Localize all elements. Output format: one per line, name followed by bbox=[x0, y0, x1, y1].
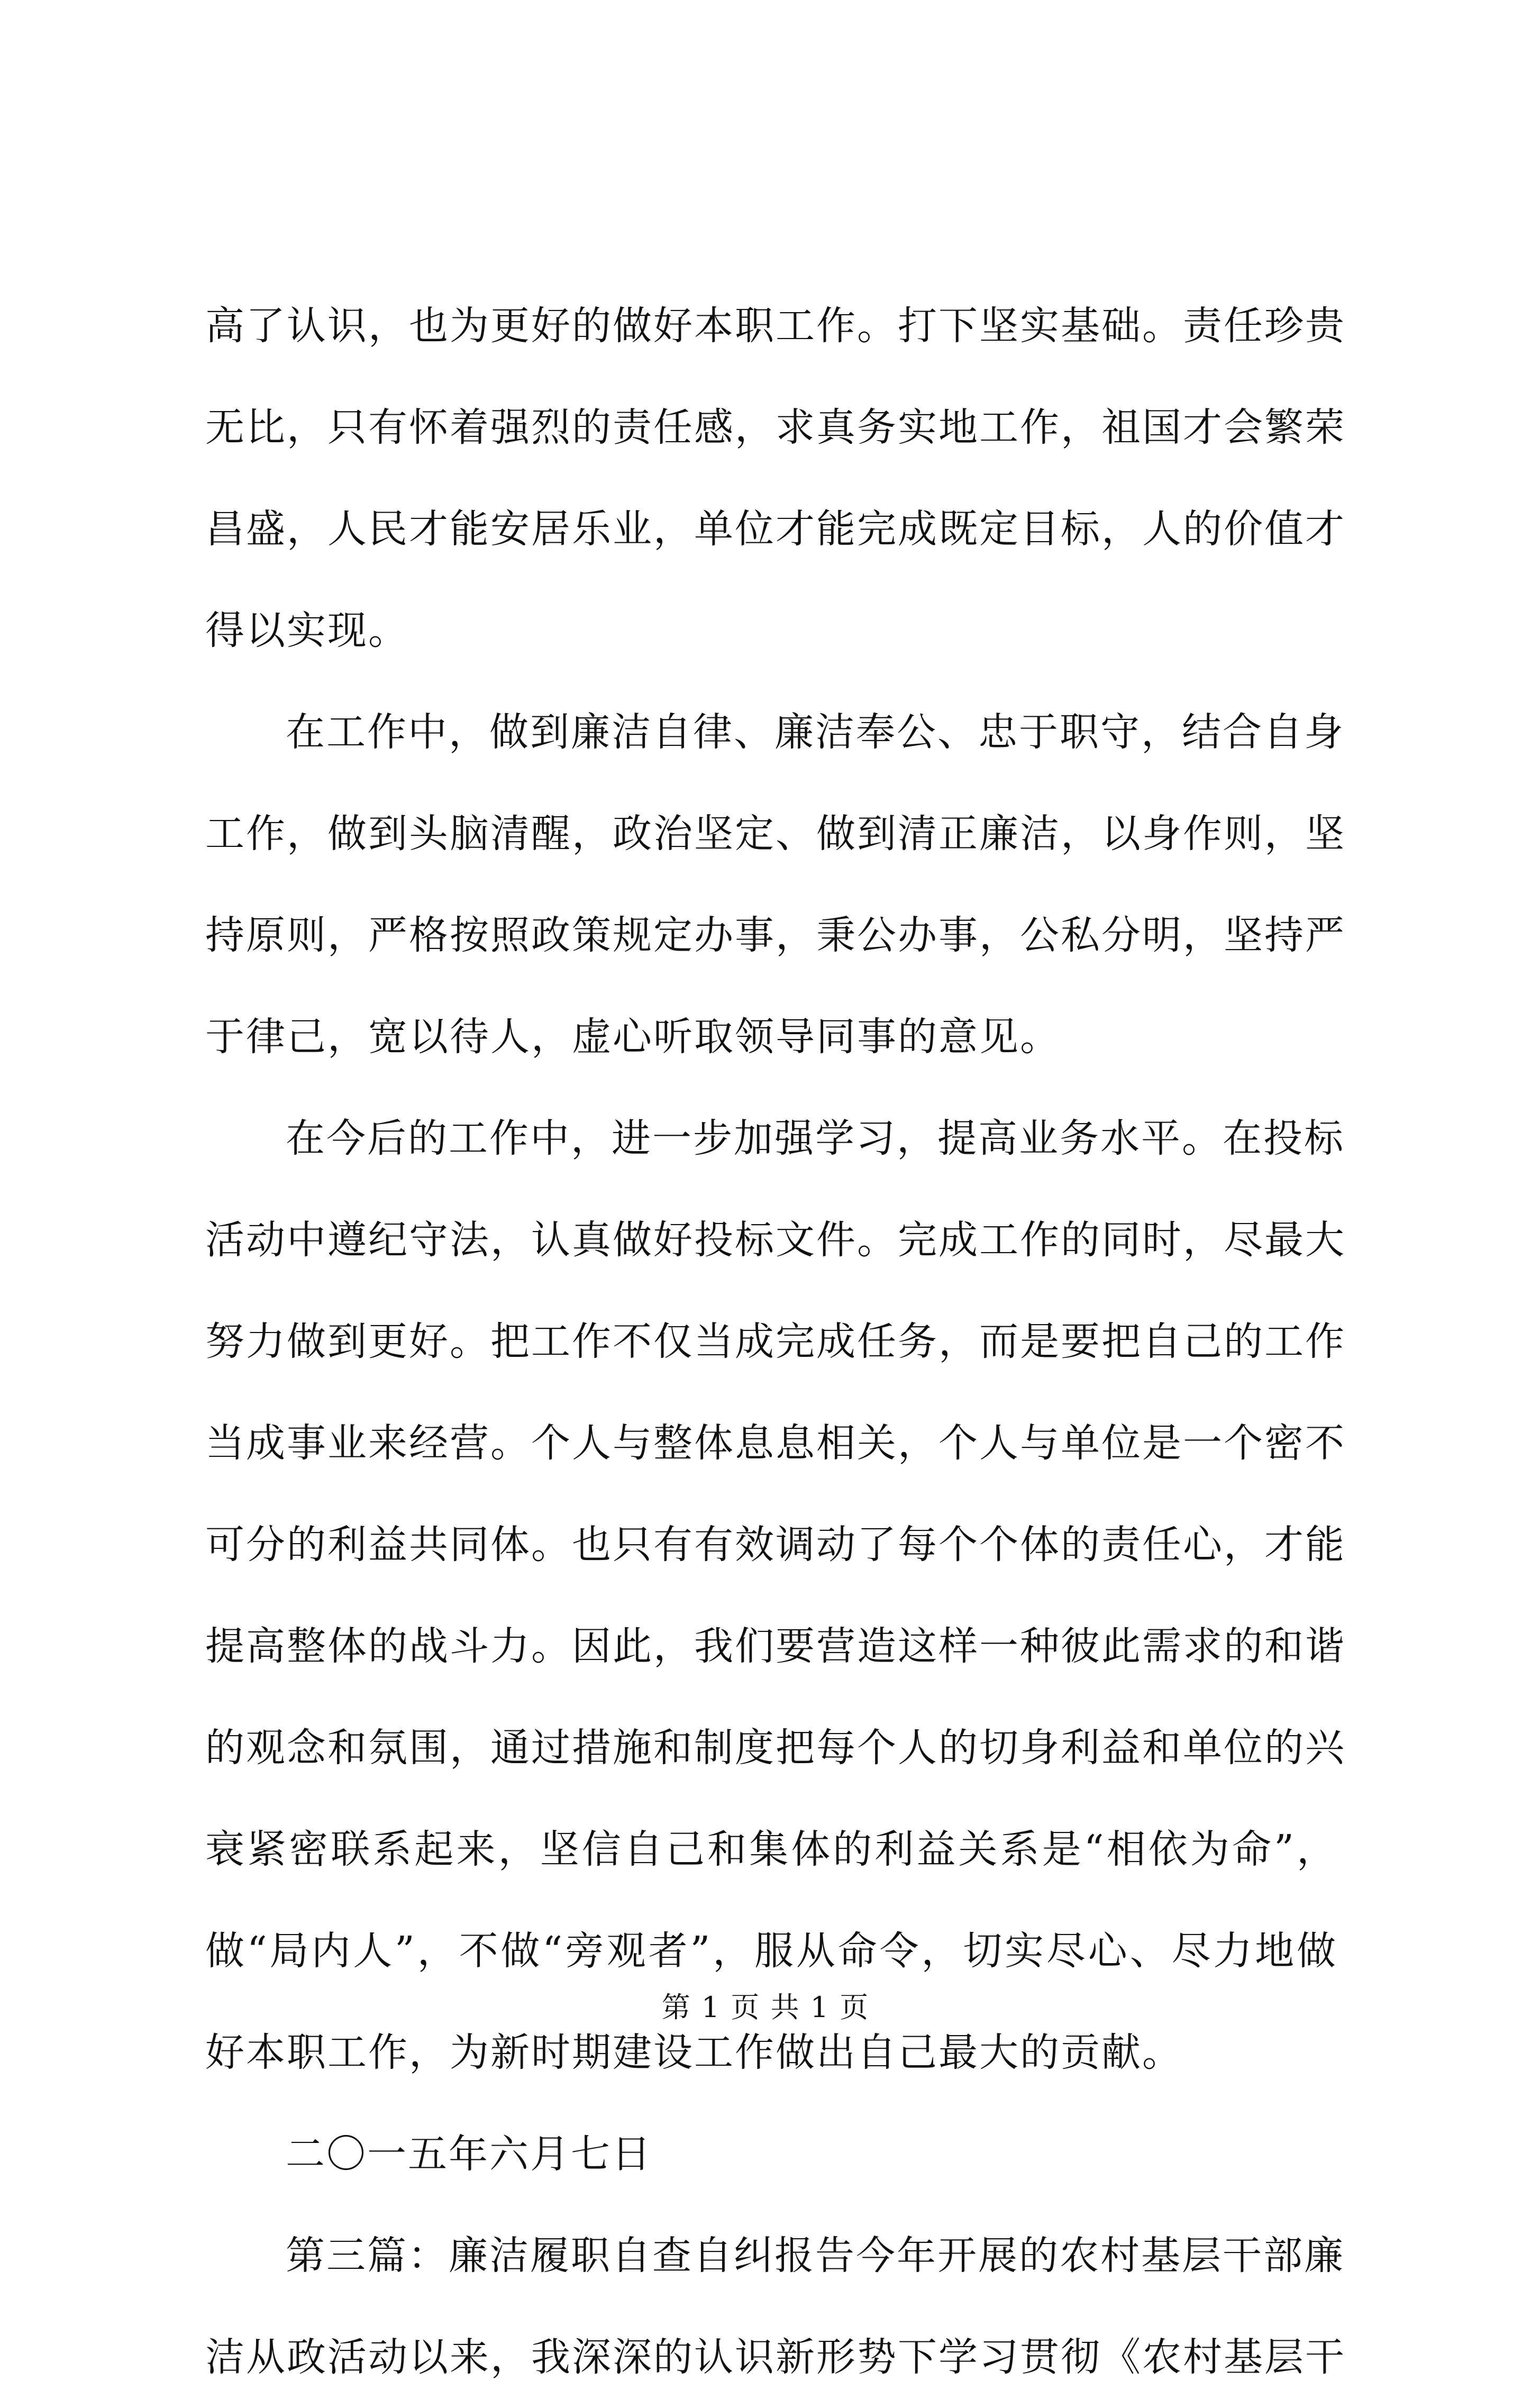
section-heading-line: 第三篇：廉洁履职自查自纠报告今年开展的农村基层干部廉 bbox=[286, 2233, 1345, 2278]
text-line: 于律己，宽以待人，虚心听取领导同事的意见。 bbox=[205, 1014, 1061, 1060]
text-line: 昌盛，人民才能安居乐业，单位才能完成既定目标，人的价值才 bbox=[205, 506, 1346, 552]
text-line: 做“局内人”，不做“旁观者”，服从命令，切实尽心、尽力地做 bbox=[205, 1928, 1337, 1974]
paragraph-start-line: 在今后的工作中，进一步加强学习，提高业务水平。在投标 bbox=[286, 1116, 1345, 1161]
text-line: 的观念和氛围，通过措施和制度把每个人的切身利益和单位的兴 bbox=[205, 1725, 1346, 1771]
text-line: 洁从政活动以来，我深深的认识新形势下学习贯彻《农村基层干 bbox=[205, 2334, 1346, 2380]
text-line: 当成事业来经营。个人与整体息息相关，个人与单位是一个密不 bbox=[205, 1420, 1346, 1466]
text-line: 好本职工作，为新时期建设工作做出自己最大的贡献。 bbox=[205, 2030, 1183, 2075]
text-line: 可分的利益共同体。也只有有效调动了每个个体的责任心，才能 bbox=[205, 1522, 1346, 1567]
text-line: 高了认识，也为更好的做好本职工作。打下坚实基础。责任珍贵 bbox=[205, 303, 1346, 349]
paragraph-start-line: 在工作中，做到廉洁自律、廉洁奉公、忠于职守，结合自身 bbox=[286, 709, 1345, 755]
text-line: 无比，只有怀着强烈的责任感，求真务实地工作，祖国才会繁荣 bbox=[205, 405, 1346, 450]
document-body bbox=[205, 275, 1346, 2408]
text-line: 努力做到更好。把工作不仅当成完成任务，而是要把自己的工作 bbox=[205, 1319, 1346, 1364]
text-line: 提高整体的战斗力。因此，我们要营造这样一种彼此需求的和谐 bbox=[205, 1623, 1346, 1669]
text-line: 活动中遵纪守法，认真做好投标文件。完成工作的同时，尽最大 bbox=[205, 1217, 1346, 1263]
text-line: 持原则，严格按照政策规定办事，秉公办事，公私分明，坚持严 bbox=[205, 913, 1346, 958]
text-line: 工作，做到头脑清醒，政治坚定、做到清正廉洁，以身作则，坚 bbox=[205, 811, 1346, 856]
page-footer: 第 1 页 共 1 页 bbox=[661, 1991, 870, 2024]
text-line: 衰紧密联系起来，坚信自己和集体的利益关系是“相依为命”， bbox=[205, 1827, 1337, 1872]
text-line: 得以实现。 bbox=[205, 608, 409, 653]
date-line: 二〇一五年六月七日 bbox=[286, 2131, 652, 2177]
